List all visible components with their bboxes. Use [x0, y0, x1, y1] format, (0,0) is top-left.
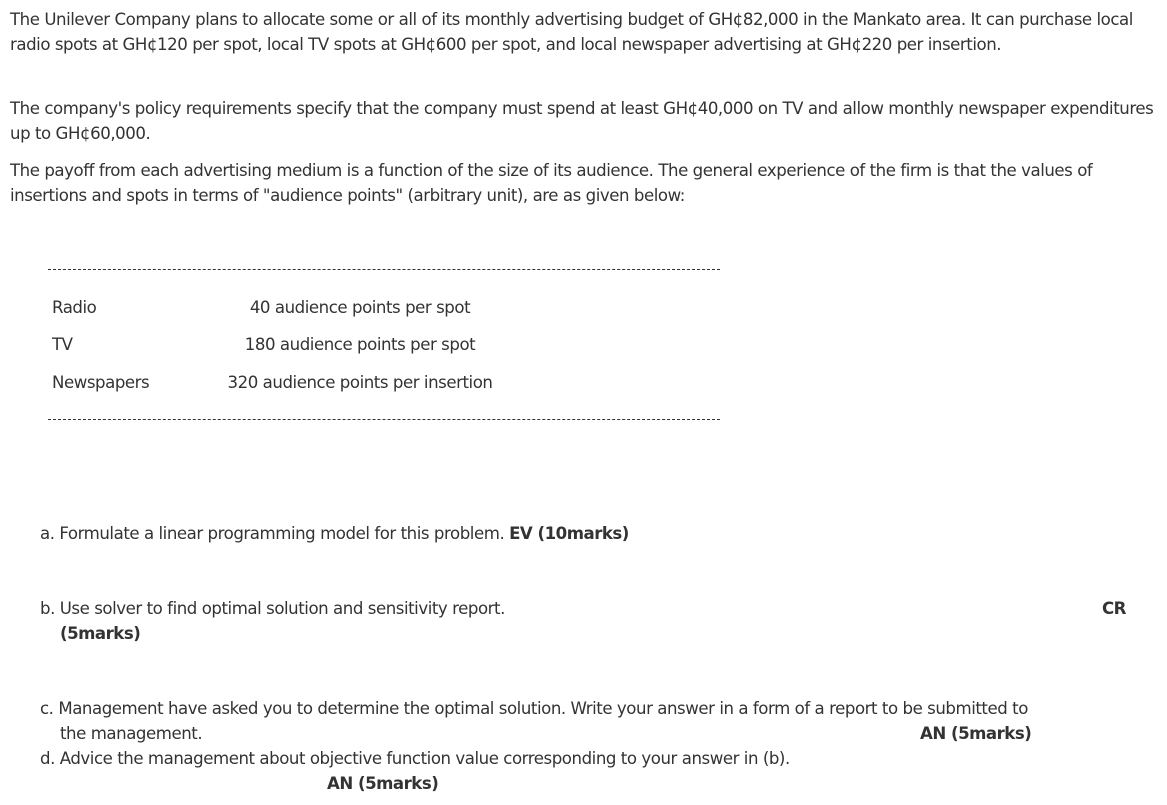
table-row [52, 371, 712, 395]
question-b-tag: CR [1102, 599, 1126, 618]
audience-points: 180 audience points per spot [244, 335, 476, 354]
table-bottom-divider [48, 419, 720, 420]
table-top-divider [48, 269, 720, 270]
question-a-marks: EV (10marks) [509, 524, 629, 543]
medium-label: Radio [52, 298, 97, 317]
medium-label: TV [52, 335, 73, 354]
table-row [52, 333, 712, 357]
question-b-text: b. Use solver to find optimal solution and sensitivity report. [40, 599, 505, 618]
audience-points: 40 audience points per spot [249, 298, 471, 317]
audience-points: 320 audience points per insertion [227, 373, 493, 392]
question-c-text-line-1: c. Management have asked you to determine the optimal solution. Write your answer in a form of a report to be submitted to [40, 699, 1028, 718]
question-c-text-line-2: the management. [60, 724, 203, 743]
question-a-text: a. Formulate a linear programming model for this problem. [40, 524, 505, 543]
intro-paragraph-payoff: The payoff from each advertising medium is a function of the size of its audience. The general experience of the firm is that the values of insertions and spots in terms of "audience points" (arbitrary unit), are as given below: [10, 161, 1093, 205]
question-d-text: d. Advice the management about objective function value corresponding to your answer in (b). [40, 749, 790, 768]
intro-paragraph-budget: The Unilever Company plans to allocate some or all of its monthly advertising budget of GH¢82,000 in the Mankato area. It can purchase local radio spots at GH¢120 per spot, local TV spots at GH¢600 per spot, and local newspaper advertising at GH¢220 per insertion. [10, 10, 1133, 54]
question-c-marks: AN (5marks) [920, 724, 1032, 743]
question-a [40, 521, 629, 546]
medium-label: Newspapers [52, 373, 150, 392]
question-b-marks: (5marks) [60, 624, 141, 643]
question-d-marks: AN (5marks) [327, 774, 439, 793]
table-row [52, 296, 712, 320]
intro-paragraph-policy: The company's policy requirements specify that the company must spend at least GH¢40,000 on TV and allow monthly newspaper expenditures up to GH¢60,000. [10, 99, 1154, 143]
